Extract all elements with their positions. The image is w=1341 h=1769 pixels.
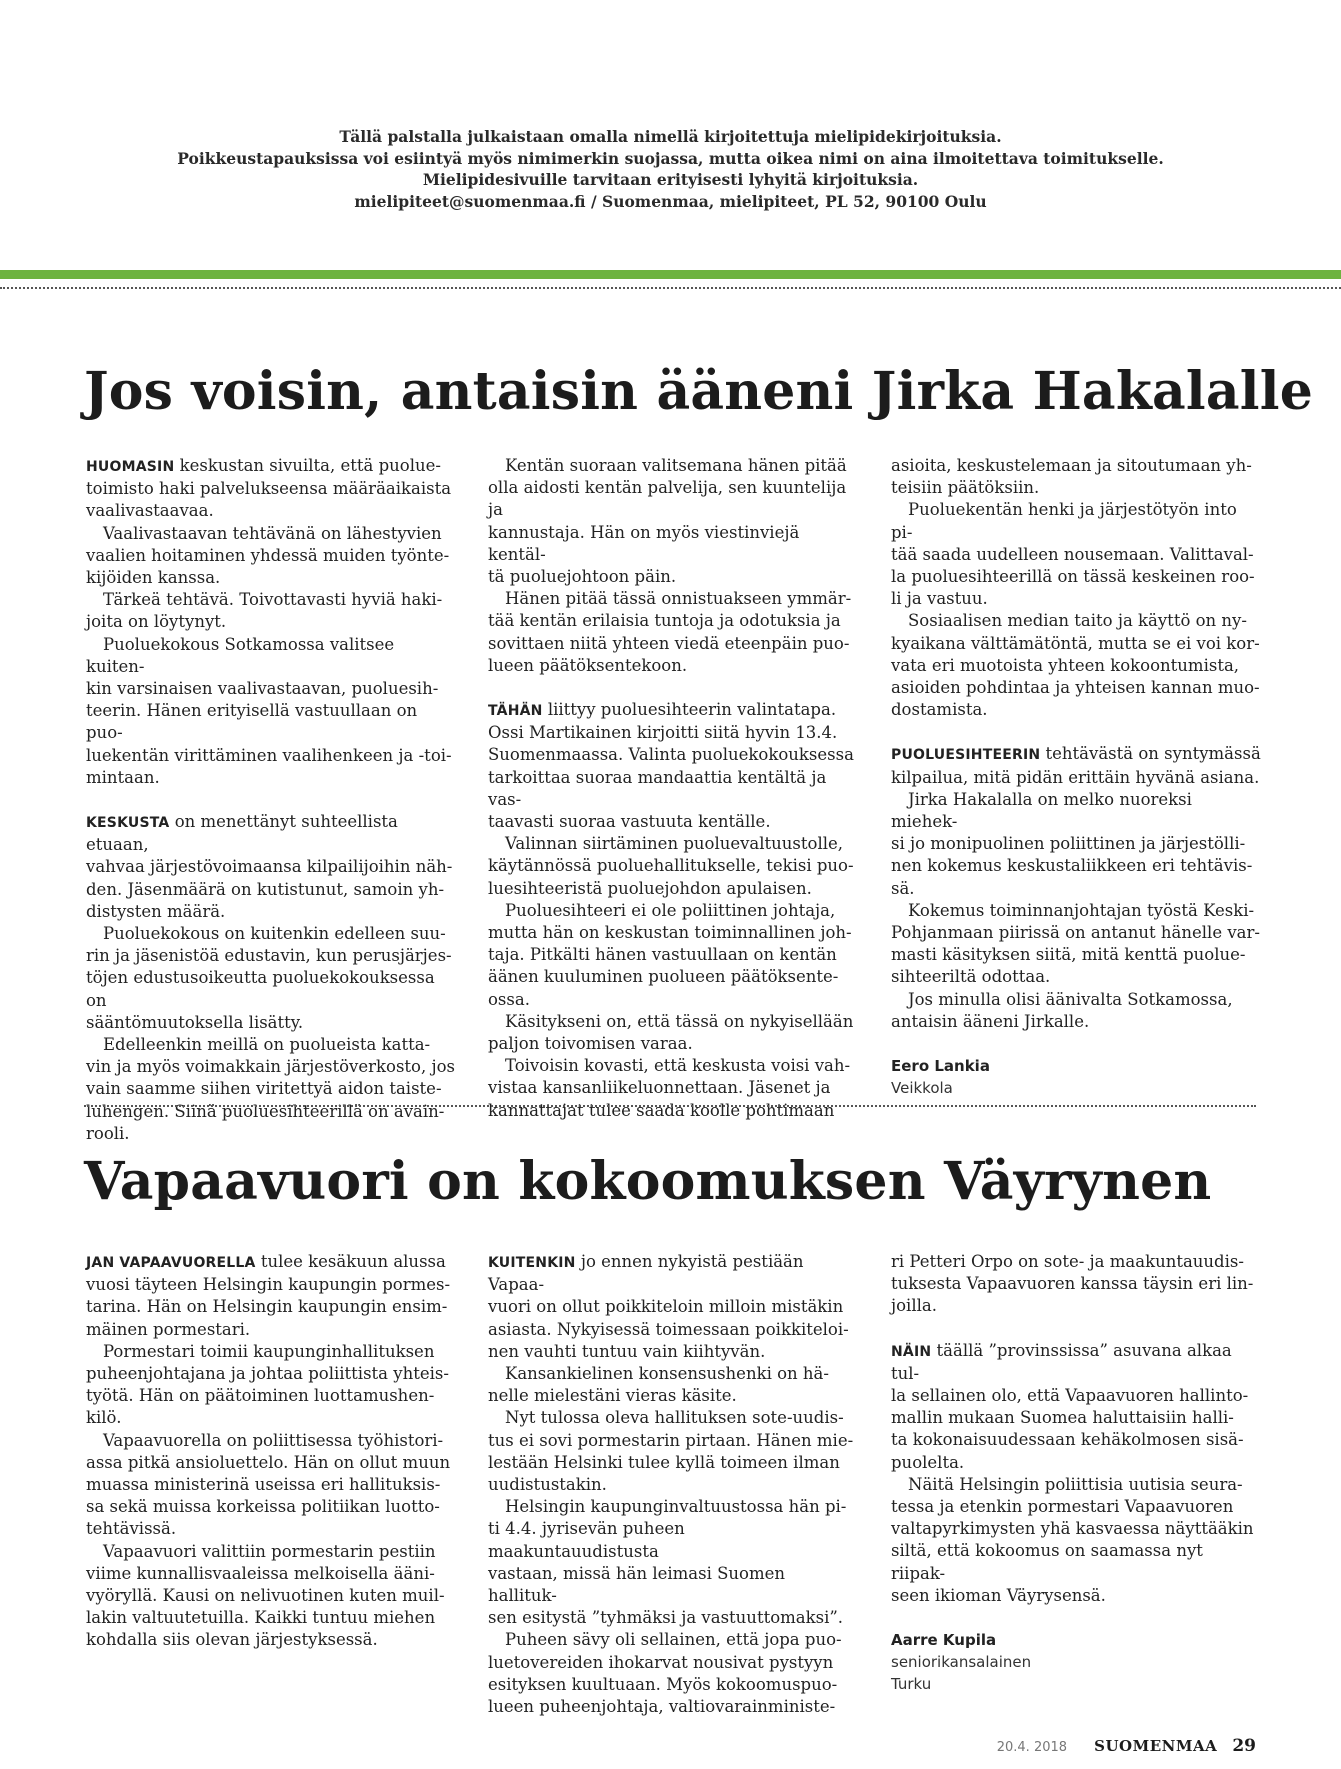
paragraph: PUOLUESIHTEERIN tehtävästä on syntymässä kilpailua, mitä pidän erittäin hyvänä asiana. — [891, 744, 1261, 787]
paragraph: Jos minulla olisi äänivalta Sotkamossa, antaisin ääneni Jirkalle. — [891, 989, 1233, 1031]
paragraph: Edelleenkin meillä on puolueista katta- vin ja myös voimakkain järjestöverkosto, jos vain saamme siihen viritettyä aidon taiste- luhengen. Siinä puoluesihteerillä on avain- rooli. — [86, 1035, 455, 1143]
paragraph: Puoluekokous Sotkamossa valitsee kuiten- kin varsinaisen vaalivastaavan, puoluesih- teerin. Hänen erityisellä vastuullaan on puo- luekentän virittäminen vaalihenkeen ja -toi- mintaan. — [86, 634, 452, 787]
paragraph: Toivoisin kovasti, että keskusta voisi vah- vistaa kansanliikeluonnettaan. Jäsenet ja kannattajat tulee saada koolle pohtimaan — [488, 1056, 851, 1120]
paragraph: KESKUSTA on menettänyt suhteellista etuaan, vahvaa järjestövoimaansa kilpailijoihin näh- den. Jäsenmäärä on kutistunut, samoin yh- distysten määrä. — [86, 812, 453, 921]
dotted-divider — [0, 287, 1341, 289]
paragraph: Valinnan siirtäminen puoluevaltuustolle, käytännössä puoluehallitukselle, tekisi puo- luesihteeristä puoluejohdon apulaisen. — [488, 834, 854, 898]
paragraph: HUOMASIN keskustan sivuilta, että puolue- toimisto haki palvelukseensa määräaikaista vaalivastaavaa. — [86, 456, 452, 521]
lead-word: KUITENKIN — [488, 1255, 576, 1271]
article-column — [86, 455, 456, 1145]
paragraph: ri Petteri Orpo on sote- ja maakuntauudis- tuksesta Vapaavuoren kanssa täysin eri lin- joilla. — [891, 1252, 1254, 1316]
paragraph: Kokemus toiminnanjohtajan työstä Keski- Pohjanmaan piirissä on antanut hänelle var- masti käsityksen siitä, mitä kenttä puolue- sihteeriltä odottaa. — [891, 900, 1260, 987]
paragraph: asioita, keskustelemaan ja sitoutumaan yh- teisiin päätöksiin. — [891, 456, 1252, 498]
paragraph: Pormestari toimii kaupunginhallituksen puheenjohtajana ja johtaa poliittista yhteis- työtä. Hän on päätoiminen luottamushen- kilö. — [86, 1341, 449, 1428]
author-place: Veikkola — [891, 1079, 953, 1098]
intro-notice — [0, 126, 1341, 212]
paragraph: Tärkeä tehtävä. Toivottavasti hyviä haki- joita on löytynyt. — [86, 590, 443, 632]
paragraph: Puoluekokous on kuitenkin edelleen suu- rin ja jäsenistöä edustavin, kun perusjärjes- töjen edustusoikeutta puoluekokouksessa on sääntömuutoksella lisätty. — [86, 924, 452, 1032]
paragraph: NÄIN täällä ”provinssissa” asuvana alkaa tul- la sellainen olo, että Vapaavuoren hallinto- mallin mukaan Suomea haluttaisiin halli- ta kokonaisuudessaan kehäkolmosen sisä- puolelta. — [891, 1340, 1249, 1472]
paragraph: Näitä Helsingin poliittisia uutisia seura- tessa ja etenkin pormestari Vapaavuoren valtapyrkimysten yhä kasvaessa näyttääkin siltä, että kokoomus on saamassa nyt riipak- seen ikioman Väyrysensä. — [891, 1474, 1254, 1605]
article-title: Vapaavuori on kokoomuksen Väyrynen — [84, 1151, 1212, 1212]
issue-date: 20.4. 2018 — [996, 1740, 1068, 1755]
paragraph: TÄHÄN liittyy puoluesihteerin valintatapa. Ossi Martikainen kirjoitti siitä hyvin 13.4. Suomenmaassa. Valinta puoluekokouksessa tarkoittaa suoraa mandaattia kentältä ja vas- taavasti suoraa vastuuta kentälle. — [488, 700, 854, 832]
intro-line: Tällä palstalla julkaistaan omalla nimellä kirjoitettuja mielipidekirjoituksia. — [339, 127, 1002, 146]
intro-line: mielipiteet@suomenmaa.fi / Suomenmaa, mielipiteet, PL 52, 90100 Oulu — [354, 191, 987, 211]
page-footer — [0, 1736, 1256, 1756]
accent-bar — [0, 270, 1341, 279]
publication-name: SUOMENMAA — [1094, 1737, 1218, 1755]
article-column — [488, 1251, 858, 1718]
intro-line: Poikkeustapauksissa voi esiintyä myös nimimerkin suojassa, mutta oikea nimi on aina ilmoitettava toimitukselle. — [177, 148, 1164, 168]
paragraph: Käsitykseni on, että tässä on nykyisellään paljon toivomisen varaa. — [488, 1011, 854, 1054]
article-column — [891, 1251, 1261, 1696]
paragraph: Puheen sävy oli sellainen, että jopa puo- luetovereiden ihokarvat nousivat pystyyn esityksen kuultuaan. Myös kokoomuspuo- lueen puheenjohtaja, valtiovarainministe- — [488, 1630, 842, 1717]
article-column — [488, 455, 858, 1122]
paragraph: Vapaavuorella on poliittisessa työhistori- assa pitkä ansioluettelo. Hän on ollut muun muassa ministerinä useissa eri hallituksis- sa sekä muissa korkeissa politiikan luotto- tehtävissä. — [86, 1430, 451, 1539]
dotted-divider — [84, 1105, 1256, 1107]
paragraph: Puoluesihteeri ei ole poliittinen johtaja, mutta hän on keskustan toiminnallinen joh- taja. Pitkälti hänen vastuullaan on kentän äänen kuuluminen puolueen päätöksente- ossa. — [488, 900, 852, 1009]
author-name: Eero Lankia — [891, 1057, 990, 1076]
paragraph: Kansankielinen konsensushenki on hä- nelle mielestäni vieras käsite. — [488, 1364, 829, 1406]
paragraph: Jirka Hakalalla on melko nuoreksi miehek- si jo monipuolinen poliittinen ja järjestölli- nen kokemus keskustaliikkeen eri tehtävis- sä. — [891, 789, 1253, 898]
lead-word: PUOLUESIHTEERIN — [891, 747, 1041, 764]
paragraph: Kentän suoraan valitsemana hänen pitää olla aidosti kentän palvelija, sen kuuntelija ja kannustaja. Hän on myös viestinviejä kentäl- tä puoluejohtoon päin. — [488, 456, 847, 587]
lead-word: KESKUSTA — [86, 815, 170, 832]
lead-word: TÄHÄN — [488, 703, 543, 720]
paragraph: Nyt tulossa oleva hallituksen sote-uudis- tus ei sovi pormestarin pirtaan. Hänen mie- lestään Helsinki tulee kyllä toimeen ilman uudistustakin. — [488, 1408, 854, 1495]
paragraph: JAN VAPAAVUORELLA tulee kesäkuun alussa vuosi täyteen Helsingin kaupungin pormes- tarina. Hän on Helsingin kaupungin ensim- mäinen pormestari. — [86, 1252, 451, 1339]
paragraph: Sosiaalisen median taito ja käyttö on ny- kyaikana välttämätöntä, mutta se ei voi kor- vata eri muotoista yhteen kokoontumista, asioiden pohdintaa ja yhteisen kannan muo- dostamista. — [891, 611, 1260, 720]
paragraph: Puoluekentän henki ja järjestötyön into pi- tää saada uudelleen nousemaan. Valittaval- la puoluesihteerillä on tässä keskeinen roo- li ja vastuu. — [891, 500, 1255, 609]
author-name: Aarre Kupila — [891, 1631, 997, 1650]
author-title: seniorikansalainen — [891, 1653, 1032, 1672]
paragraph: Vaalivastaavan tehtävänä on lähestyvien vaalien hoitaminen yhdessä muiden työnte- kijöiden kanssa. — [86, 523, 450, 588]
paragraph: KUITENKIN jo ennen nykyistä pestiään Vapaa- vuori on ollut poikkiteloin milloin mistäkin asiasta. Nykyisessä toimessaan poikkiteloi- nen vauhti tuntuu vain kiihtyvän. — [488, 1252, 849, 1361]
article-title: Jos voisin, antaisin ääneni Jirka Hakalalle — [84, 361, 1313, 422]
page-number: 29 — [1232, 1736, 1256, 1756]
paragraph: Helsingin kaupunginvaltuustossa hän pi- ti 4.4. jyrisevän puheen maakuntauudistusta vastaan, missä hän leimasi Suomen hallituk- sen esitystä ”tyhmäksi ja vastuuttomaksi”. — [488, 1497, 847, 1628]
intro-line: Mielipidesivuille tarvitaan erityisesti lyhyitä kirjoituksia. — [422, 170, 919, 189]
article-column — [891, 455, 1261, 1099]
lead-word: JAN VAPAAVUORELLA — [86, 1255, 256, 1271]
article-column — [86, 1251, 456, 1652]
author-place: Turku — [891, 1675, 932, 1694]
paragraph: Hänen pitää tässä onnistuakseen ymmär- tää kentän erilaisia tuntoja ja odotuksia ja sovittaen niitä yhteen viedä eteenpäin puo- lueen päätöksentekoon. — [488, 589, 852, 675]
lead-word: HUOMASIN — [86, 459, 175, 475]
paragraph: Vapaavuori valittiin pormestarin pestiin viime kunnallisvaaleissa melkoisella ääni- vyöryllä. Kausi on nelivuotinen kuten muil- lakin valtuutetuilla. Kaikki tuntuu miehen kohdalla siis olevan järjestyksessä. — [86, 1541, 445, 1650]
lead-word: NÄIN — [891, 1343, 932, 1360]
